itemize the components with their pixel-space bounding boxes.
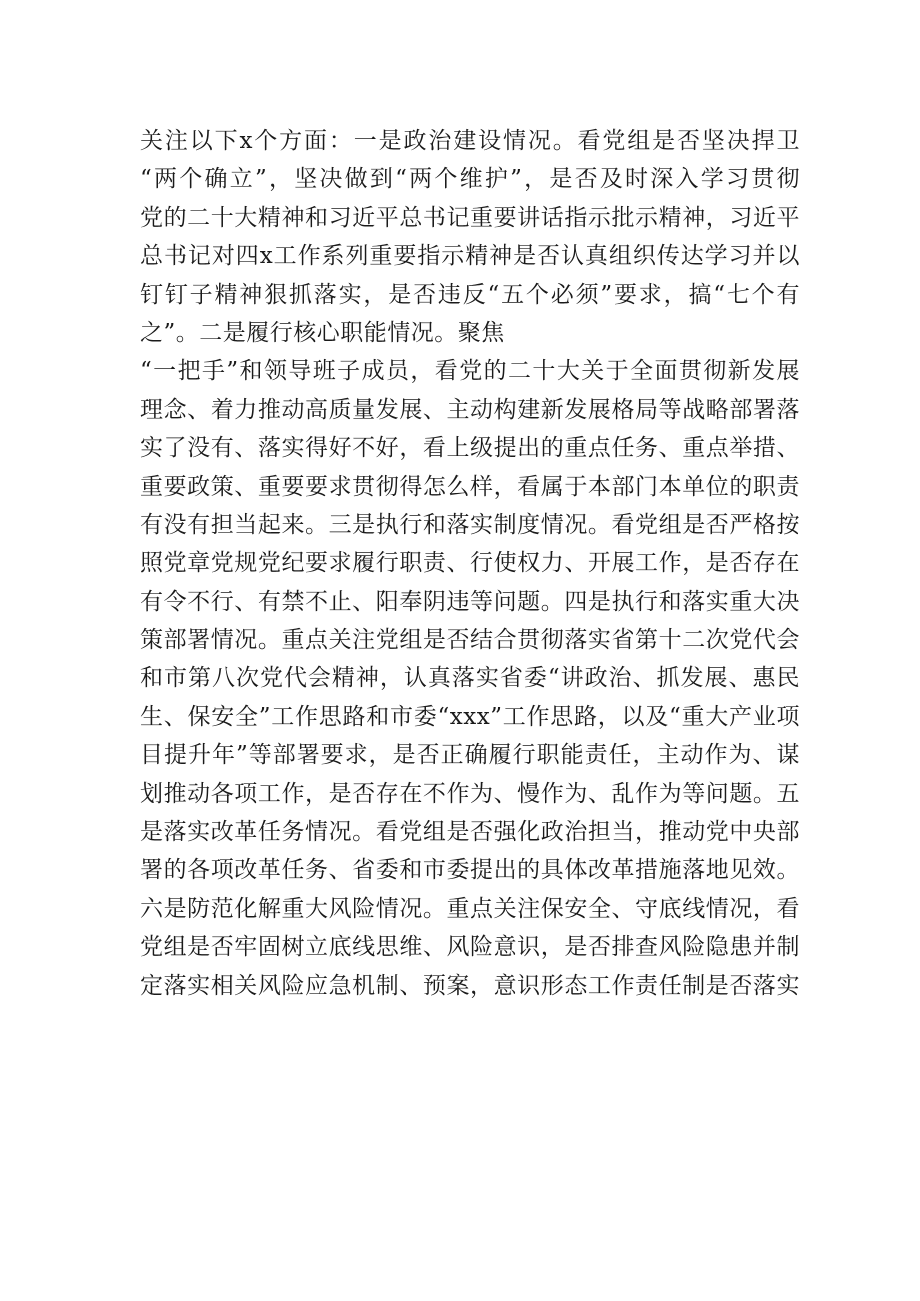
text-line: 生、保安全”工作思路和市委“xxx”工作思路，以及“重大产业项 (140, 703, 800, 730)
text-line: 关注以下x个方面：一是政治建设情况。看党组是否坚决捍卫 (140, 128, 800, 154)
text-line: 党组是否牢固树立底线思维、风险意识，是否排查风险隐患并制 (140, 934, 800, 961)
text-line: “一把手”和领导班子成员，看党的二十大关于全面贯彻新发展 (140, 358, 800, 385)
text-line: 策部署情况。重点关注党组是否结合贯彻落实省第十二次党代会 (140, 627, 800, 654)
text-line: 六是防范化解重大风险情况。重点关注保安全、守底线情况，看 (140, 895, 800, 922)
text-line: 之”。二是履行核心职能情况。聚焦 (140, 319, 505, 346)
body-text (140, 122, 800, 1005)
text-line: 照党章党规党纪要求履行职责、行使权力、开展工作，是否存在 (140, 550, 800, 577)
text-line: 重要政策、重要要求贯彻得怎么样，看属于本部门本单位的职责 (140, 473, 800, 500)
text-line: 实了没有、落实得好不好，看上级提出的重点任务、重点举措、 (140, 435, 800, 462)
text-line: 党的二十大精神和习近平总书记重要讲话指示批示精神，习近平 (140, 204, 800, 231)
text-line: 有没有担当起来。三是执行和落实制度情况。看党组是否严格按 (140, 511, 800, 538)
text-line: 署的各项改革任务、省委和市委提出的具体改革措施落地见效。 (140, 857, 800, 884)
text-line: 和市第八次党代会精神，认真落实省委“讲政治、抓发展、惠民 (140, 665, 800, 692)
text-line: 划推动各项工作，是否存在不作为、慢作为、乱作为等问题。五 (140, 780, 800, 807)
text-line: 钉钉子精神狠抓落实，是否违反“五个必须”要求，搞“七个有 (140, 281, 800, 308)
text-line: 是落实改革任务情况。看党组是否强化政治担当，推动党中央部 (140, 819, 800, 846)
text-line: 总书记对四x工作系列重要指示精神是否认真组织传达学习并以 (140, 243, 800, 270)
text-line: 目提升年”等部署要求，是否正确履行职能责任，主动作为、谋 (140, 742, 800, 769)
text-line: 有令不行、有禁不止、阳奉阴违等问题。四是执行和落实重大决 (140, 588, 800, 615)
text-line: “两个确立”，坚决做到“两个维护”，是否及时深入学习贯彻 (140, 166, 800, 193)
text-line: 定落实相关风险应急机制、预案，意识形态工作责任制是否落实 (140, 972, 800, 999)
text-line: 理念、着力推动高质量发展、主动构建新发展格局等战略部署落 (140, 396, 800, 423)
